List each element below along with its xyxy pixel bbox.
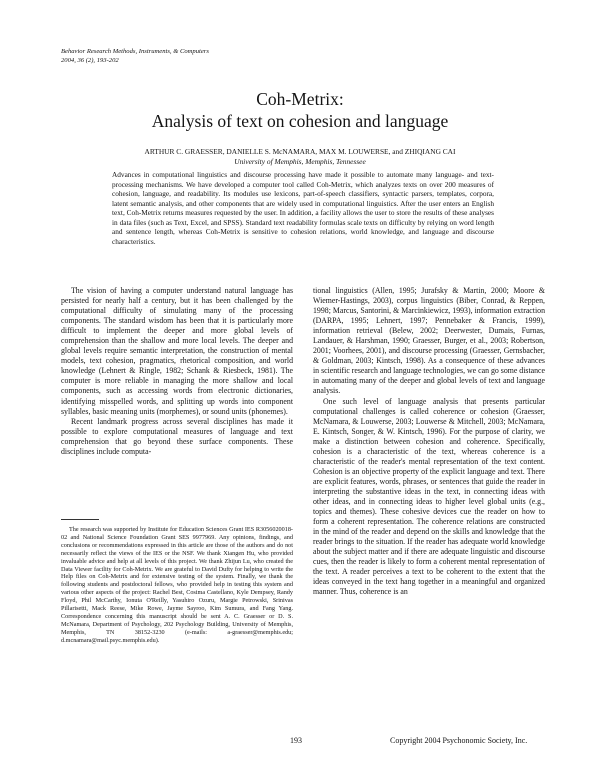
body-column-left [61, 286, 293, 457]
journal-name: Behavior Research Methods, Instruments, & Computers [61, 48, 209, 55]
abstract: Advances in computational linguistics and discourse processing have made it possible to automate many language- and text-processing mechanisms. We have developed a computer tool called Coh-Metrix, which analyzes texts on over 200 measures of cohesion, language, and readability. Its modules use lexicons, part-of-speech classifiers, syntactic parsers, templates, corpora, latent semantic analysis, and other components that are widely used in computational linguistics. After the user enters an English text, Coh-Metrix returns measures requested by the user. In addition, a facility allows the user to store the results of these analyses in data files (such as Text, Excel, and SPSS). Standard text readability formulas scale texts on difficulty by relying on word length and sentence length, whereas Coh-Metrix is sensitive to cohesion relations, world knowledge, and language and discourse characteristics. [112, 170, 494, 246]
author-affiliation: University of Memphis, Memphis, Tennessee [234, 156, 366, 166]
body-paragraph: Recent landmark progress across several disciplines has made it possible to explore computational measures of language and text comprehension that go beyond these surface components. These disciplines include computa- [61, 416, 293, 456]
body-paragraph: The vision of having a computer understand natural language has persisted for nearly half a century, but it has been challenged by the computational difficulty of simulating many of the processing components. The standard wisdom has been that it is particularly more difficult to implement the deeper and more global levels of comprehension than the shallow and more local levels. The deeper and global levels require semantic interpretation, the construction of mental models, text cohesion, pragmatics, rhetorical composition, and world knowledge (Lehnert & Ringle, 1982; Schank & Riesbeck, 1981). The computer is more reliable in managing the more shallow and local components, such as accessing words from electronic dictionaries, identifying misspelled words, and splitting up words into component syllables, basic meaning units (morphemes), or sound units (phonemes). [61, 286, 293, 416]
author-note [61, 526, 293, 645]
journal-citation: 2004, 36 (2), 193-202 [61, 56, 119, 64]
title-line-2: Analysis of text on cohesion and language [151, 111, 449, 131]
article-title [0, 88, 600, 132]
page-number: 193 [290, 736, 302, 745]
journal-header [61, 48, 209, 65]
body-paragraph: One such level of language analysis that presents particular computational challenges is called coherence or cohesion (Graesser, McNamara, & Louwerse, 2003; Louwerse & Mitchell, 2003; McNamara, E. Kintsch, Songer, & W. Kintsch, 1996). For the purpose of clarity, we make a distinction between cohesion and coherence. Specifically, cohesion is a characteristic of the text, whereas coherence is a characteristic of the reader's mental representation of the text content. Cohesion is an objective property of the explicit language and text. There are explicit features, words, phrases, or sentences that guide the reader in interpreting the substantive ideas in the text, in connecting ideas with other ideas, and in connecting ideas to higher level global units (e.g., topics and themes). These cohesive devices cue the reader on how to form a coherent representation. The coherence relations are constructed in the mind of the reader and depend on the skills and knowledge that the reader brings to the situation. If the reader has adequate world knowledge about the subject matter and if there are adequate linguistic and discourse cues, then the reader is likely to form a coherent mental representation of the text. A reader perceives a text to be coherent to the extent that the ideas conveyed in the text hang together in a meaningful and organized manner. Thus, coherence is an [313, 396, 545, 597]
body-paragraph: tional linguistics (Allen, 1995; Jurafsky & Martin, 2000; Moore & Wiemer-Hastings, 2003), corpus linguistics (Biber, Conrad, & Reppen, 1998; Marcus, Santorini, & Marcinkiewicz, 1993), information extraction (DARPA, 1995; Lehnert, 1997; Pennebaker & Francis, 1999), information retrieval (Belew, 2002; Deerwester, Dumais, Furnas, Landauer, & Harshman, 1990; Graesser, Burger, et al., 2003; Robertson, 2001; Voorhees, 2001), and discourse processing (Graesser, Gernsbacher, & Goldman, 2003; Kintsch, 1998). As a consequence of these advances in scientific research and language technologies, we can go some distance in automating many of the deeper and global levels of text and language analysis. [313, 286, 545, 396]
footnote-divider [61, 519, 99, 520]
title-line-1: Coh-Metrix: [256, 89, 344, 109]
copyright-notice: Copyright 2004 Psychonomic Society, Inc. [390, 736, 528, 745]
body-column-right [313, 286, 545, 597]
author-names: ARTHUR C. GRAESSER, DANIELLE S. McNAMARA, MAX M. LOUWERSE, and ZHIQIANG CAI [144, 147, 456, 156]
author-block [0, 147, 600, 166]
footnote-text: The research was supported by Institute for Education Sciences Grant IES R3056020018-02 and National Science Foundation Grant SES 9977969. Any opinions, findings, and conclusions or recommendations expressed in this article are those of the authors and do not necessarily reflect the views of the IES or the NSF. We thank Xiangen Hu, who provided invaluable advice and help at all levels of this project. We thank Zhijun Lu, who created the Data Viewer facility for Coh-Metrix. We are grateful to David Dufty for helping to write the Help files on Coh-Metrix and for extensive testing of the system. Finally, we thank the following students and postdoctoral fellows, who provided help in testing this system and various other aspects of the project: Rachel Best, Cosima Castellano, Kyle Dempsey, Randy Floyd, Phil McCarthy, Ionuta O'Reilly, Yasuhiro Ozuru, Margie Petrowski, Srinivas Pillarisetti, Mack Reese, Mike Rowe, Jayme Sayroo, Kim Sumura, and Fang Yang. Correspondence concerning this manuscript should be sent A. C. Graesser or D. S. McNamara, Department of Psychology, 202 Psychology Building, University of Memphis, Memphis, TN 38152-3230 (e-mails: a-graesser@memphis.edu; d.mcnamara@mail.psyc.memphis.edu). [61, 526, 293, 644]
